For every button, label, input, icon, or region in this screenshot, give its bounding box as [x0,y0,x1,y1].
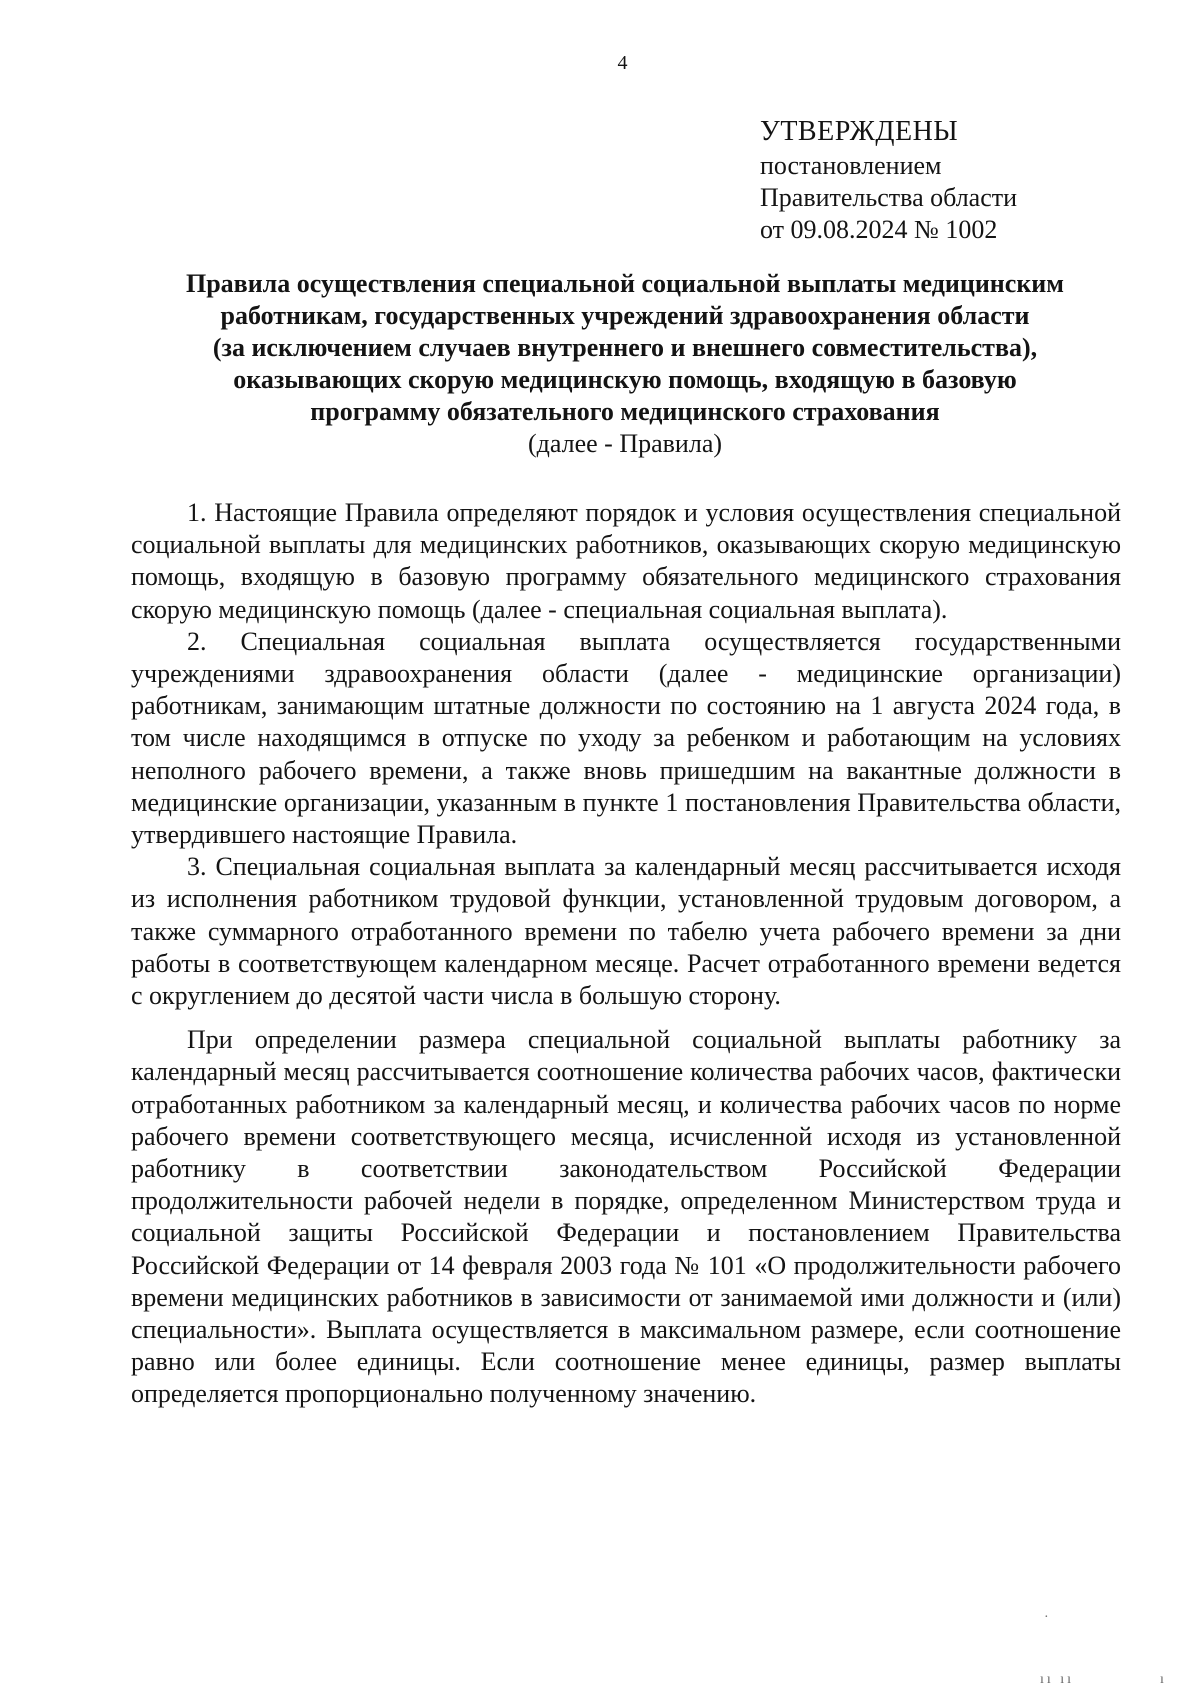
paragraph-3: 3. Специальная социальная выплата за календарный месяц рассчитывается исходя из исполнения работником трудовой функции, установленной трудовым договором, а также суммарного отработанного времени по табелю учета рабочего времени за дни работы в соответствующем календарном месяце. Расчет отработанного времени ведется с округлением до десятой части числа в большую сторону. [131,852,1121,1011]
title-line-4: оказывающих скорую медицинскую помощь, входящую в базовую [233,365,1017,394]
title-line-2: работникам, государственных учреждений здравоохранения области [220,301,1030,330]
approval-line-1: постановлением [760,151,942,180]
paragraph-1: 1. Настоящие Правила определяют порядок и условия осуществления специальной социальной выплаты для медицинских работников, оказывающих скорую медицинскую помощь, входящую в базовую программу обязательного медицинского страхования скорую медицинскую помощь (далее - специальная социальная выплата). [131,498,1121,624]
title-line-1: Правила осуществления специальной социальной выплаты медицинским [185,269,1065,298]
paragraph-2: 2. Специальная социальная выплата осуществляется государственными учреждениями здравоохранения области (далее - медицинские организации) работникам, занимающим штатные должности по состоянию на 1 августа 2024 года, в том числе находящимся в отпуске по уходу за ребенком и работающим на условиях неполного рабочего времени, а также вновь пришедшим на вакантные должности в медицинские организации, указанным в пункте 1 постановления Правительства области, утвердившего настоящие Правила. [131,626,1121,850]
approval-stamp-block [760,114,1160,246]
scan-speck: · [1044,1610,1049,1625]
document-title [120,268,1130,460]
document-body [131,497,1121,1411]
title-line-5: программу обязательного медицинского страхования [310,397,940,426]
approval-line-3: от 09.08.2024 № 1002 [760,215,998,244]
scan-artifact-edge: ı [1160,1672,1164,1687]
title-line-3: (за исключением случаев внутреннего и внешнего совместительства), [212,333,1038,362]
approval-heading: УТВЕРЖДЕНЫ [760,116,959,147]
page-number: 4 [617,52,628,74]
approval-line-2: Правительства области [760,183,1018,212]
paragraph-4: При определении размера специальной социальной выплаты работнику за календарный месяц рассчитывается соотношение количества рабочих часов, фактически отработанных работником за календарный месяц, и количества рабочих часов по норме рабочего времени соответствующего месяца, исчисленной исходя из установленной работнику в соответствии законодательством Российской Федерации продолжительности рабочей недели в порядке, определенном Министерством труда и социальной защиты Российской Федерации и постановлением Правительства Российской Федерации от 14 февраля 2003 года № 101 «О продолжительности рабочего времени медицинских работников в зависимости от занимаемой ими должности и (или) специальности». Выплата осуществляется в максимальном размере, если соотношение равно или более единицы. Если соотношение менее единицы, размер выплаты определяется пропорционально полученному значению. [131,1025,1121,1409]
title-subtitle: (далее - Правила) [527,429,723,458]
scan-artifact: ıı ıı [1040,1672,1075,1687]
